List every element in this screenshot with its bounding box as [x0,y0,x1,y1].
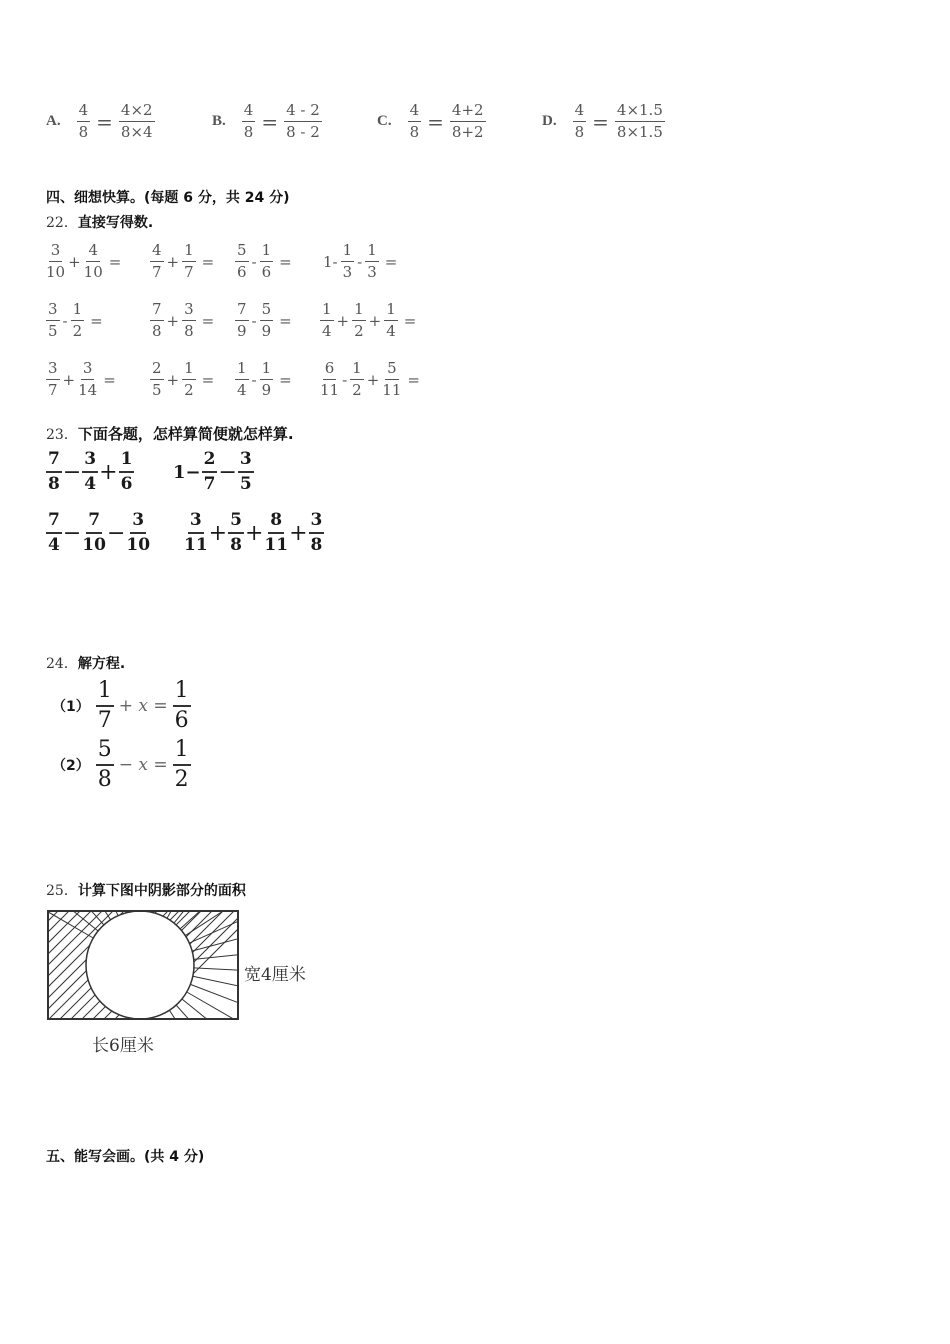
hatch-line [190,984,242,1023]
operator: + [99,459,118,485]
hatch-line [176,1005,242,1023]
fraction [150,243,164,280]
numerator: 5 [385,361,399,380]
fraction [173,680,191,732]
fraction [450,103,486,140]
denominator: 7 [184,263,194,281]
operator: + [336,311,350,330]
denominator: 5 [48,322,58,340]
numerator: 7 [46,512,62,534]
denominator: 8 [48,474,60,494]
fraction [182,302,196,339]
operator: = [103,370,116,389]
fraction [350,361,364,398]
q22-number: 22． [46,215,78,231]
q22-expression [150,243,217,280]
denominator: 8×4 [120,123,153,141]
numerator: 4 - 2 [284,103,322,122]
numerator: 6 [323,361,337,380]
q22-expression [320,361,423,398]
length-label: 长6厘米 [92,1036,154,1056]
numerator: 1 [352,302,366,321]
denominator: 6 [120,474,133,494]
q22-header [46,212,153,232]
numerator: 1 [96,680,114,707]
fraction [235,302,249,339]
denominator: 11 [264,535,289,555]
q25-number: 25． [46,883,78,899]
q22-expression [235,243,295,280]
equation-2-label: （2） [52,758,90,774]
operator: = [403,311,417,330]
operator: + [62,370,76,389]
operator: = [90,311,103,330]
fraction [202,451,218,493]
numerator: 3 [238,451,254,473]
q23-header [46,423,294,444]
fraction [284,103,322,140]
hatch-line [46,909,93,938]
numerator: 2 [202,451,218,473]
numerator: 3 [188,512,204,534]
equals-sign: = [427,109,444,134]
hatch-line [46,909,79,1021]
numerator: 3 [82,451,98,473]
fraction [77,103,91,140]
numerator: 3 [182,302,196,321]
denominator: 7 [97,708,112,733]
numerator: 4×2 [119,103,155,122]
fraction [242,103,256,140]
fraction [84,243,103,280]
denominator: 2 [184,381,194,399]
fraction [382,361,401,398]
choice-label: C. [377,113,392,129]
denominator: 10 [126,535,151,555]
fraction [182,361,196,398]
denominator: 2 [72,322,83,340]
q22-expression [235,302,295,339]
equals-sign: = [261,109,279,134]
operator: = [201,311,215,330]
section5-title: 五、能写会画。(共 4 分) [46,1149,205,1165]
fraction [46,512,62,554]
fraction [260,302,274,339]
fraction [78,361,97,398]
numerator: 4 [408,103,422,122]
numerator: 4+2 [450,103,486,122]
fraction [119,103,155,140]
operator: + [244,520,264,546]
numerator: 1 [71,302,85,321]
q22-expression [46,361,119,398]
numerator: 1 [365,243,379,262]
fraction [320,361,339,398]
denominator: 7 [48,381,58,399]
operator: − [62,459,82,485]
numerator: 7 [46,451,62,473]
numerator: 5 [228,512,244,534]
choice-label: B. [212,113,226,129]
q25-header [46,880,246,900]
fraction [408,103,422,140]
operator: + [289,520,308,546]
fraction [82,451,98,493]
equation-2 [52,739,191,791]
hatch-line [193,976,242,1002]
numerator: 4 [150,243,164,262]
numerator: 2 [150,361,164,380]
numerator: 1 [350,361,364,380]
denominator: 6 [237,263,247,281]
fraction [184,512,208,554]
denominator: 10 [83,263,103,281]
denominator: 8 [97,767,112,792]
hatch-line [194,968,242,975]
denominator: 9 [261,381,272,399]
denominator: 8 [310,535,323,555]
q22-expression [150,302,217,339]
numerator: 4 [77,103,91,122]
numerator: 5 [96,739,114,766]
operator: = [108,252,122,271]
denominator: 11 [184,535,208,555]
operator: = [279,252,292,271]
numerator: 7 [150,302,164,321]
denominator: 4 [48,535,60,555]
equation-1-middle: + x = [118,696,168,716]
q25-text: 计算下图中阴影部分的面积 [77,883,246,899]
q24-header [46,653,125,673]
fraction [150,361,164,398]
choice-option [46,103,155,140]
operator: = [201,370,215,389]
operator: + [368,311,382,330]
numerator: 3 [49,243,63,262]
operator: = [279,370,292,389]
choice-option [542,103,665,140]
fraction [46,361,60,398]
denominator: 8×1.5 [616,123,663,141]
q23-expression [46,512,150,554]
width-label: 宽4厘米 [244,965,306,985]
fraction [96,680,114,732]
q23-expression [184,512,324,554]
operator: - [251,370,257,389]
numerator: 1 [260,243,274,262]
numerator: 3 [46,302,60,321]
operator: − [106,520,126,546]
q22-expression [150,361,217,398]
fraction [341,243,355,280]
denominator: 8+2 [451,123,484,141]
q23-expression [46,451,134,493]
denominator: 6 [261,263,272,281]
operator: = [201,252,215,271]
operator: - [342,370,348,389]
inner-circle [86,911,194,1019]
denominator: 8 [78,123,89,141]
q22-text: 直接写得数. [77,215,154,231]
choice-option [377,103,486,140]
fraction [573,103,587,140]
numerator: 5 [235,243,249,262]
equation-1-label: （1） [52,699,90,715]
denominator: 8 [243,123,254,141]
denominator: 7 [152,263,162,281]
choice-label: D. [542,113,557,129]
fraction [46,302,60,339]
fraction [365,243,379,280]
numerator: 4×1.5 [615,103,665,122]
denominator: 8 [409,123,420,141]
numerator: 3 [81,361,95,380]
denominator: 11 [320,381,340,399]
fraction [119,451,135,493]
denominator: 10 [46,263,66,281]
section4-title: 四、细想快算。(每题 6 分，共 24 分) [46,190,290,206]
numerator: 8 [268,512,284,534]
numerator: 1 [182,243,196,262]
numerator: 4 [86,243,100,262]
fraction [46,243,65,280]
numerator: 3 [130,512,146,534]
numerator: 4 [573,103,587,122]
numerator: 1 [320,302,334,321]
q23-text: 下面各题，怎样算简便就怎样算. [77,425,294,443]
fraction [238,451,254,493]
denominator: 7 [203,474,216,494]
denominator: 10 [82,535,106,555]
denominator: 8 - 2 [286,123,320,141]
numerator: 4 [242,103,256,122]
choices-row [46,103,746,153]
fraction [384,302,398,339]
denominator: 9 [261,322,272,340]
denominator: 4 [237,381,247,399]
operator: − [62,520,82,546]
fraction [82,512,106,554]
numerator: 7 [86,512,102,534]
denominator: 2 [352,381,362,399]
fraction [260,361,274,398]
q22-expression [46,243,124,280]
operator: + [166,370,180,389]
operator: - [251,252,257,271]
operator: = [407,370,420,389]
numerator: 3 [46,361,60,380]
denominator: 5 [152,381,162,399]
denominator: 3 [342,263,353,281]
operator: + [166,252,180,271]
numerator: 1 [235,361,249,380]
fraction [309,512,325,554]
fraction [46,451,62,493]
choice-label: A. [46,113,61,129]
numerator: 5 [260,302,274,321]
q22-expression [46,302,106,339]
numerator: 1 [384,302,398,321]
equals-sign: = [592,109,609,134]
operator: = [384,252,398,271]
q24-number: 24． [46,656,78,672]
operator: + [208,520,228,546]
q24-text: 解方程. [77,656,126,672]
denominator: 8 [152,322,162,340]
equation-2-middle: − x = [118,755,168,775]
fraction [235,243,249,280]
numerator: 1 [182,361,196,380]
denominator: 6 [174,708,189,733]
choice-option [212,103,322,140]
numerator: 1 [119,451,135,473]
operator: - [62,311,68,330]
denominator: 8 [574,123,585,141]
denominator: 9 [237,322,247,340]
fraction [352,302,366,339]
numerator: 1 [341,243,355,262]
denominator: 8 [184,322,194,340]
q22-expression [320,302,419,339]
fraction [126,512,150,554]
operator: + [166,311,180,330]
numerator: 3 [309,512,325,534]
fraction [235,361,249,398]
q23-number: 23． [46,427,78,443]
denominator: 5 [239,474,252,494]
numerator: 1 [260,361,274,380]
denominator: 3 [367,263,377,281]
operator: + [68,252,81,271]
fraction [260,243,274,280]
numerator: 1 [173,739,191,766]
q22-expression [235,361,295,398]
fraction [264,512,288,554]
fraction [96,739,114,791]
numerator: 7 [235,302,249,321]
operator: 1- [323,252,338,271]
denominator: 8 [230,535,242,555]
operator: = [279,311,292,330]
fraction [71,302,85,339]
operator: - [251,311,257,330]
equation-1 [52,680,191,732]
operator: − [218,459,237,485]
operator: 1− [173,461,201,483]
denominator: 4 [84,474,97,494]
equals-sign: = [96,109,113,134]
fraction [150,302,164,339]
fraction [615,103,665,140]
fraction [320,302,334,339]
denominator: 2 [354,322,364,340]
shaded-figure [46,909,242,1023]
q23-expression [172,451,254,493]
denominator: 14 [78,381,98,399]
denominator: 2 [174,767,189,792]
fraction [173,739,191,791]
q22-expression [320,243,400,280]
fraction [228,512,244,554]
operator: + [366,370,380,389]
numerator: 1 [173,680,191,707]
denominator: 11 [382,381,402,399]
denominator: 4 [386,322,396,340]
fraction [182,243,196,280]
denominator: 4 [322,322,332,340]
operator: - [357,252,363,271]
